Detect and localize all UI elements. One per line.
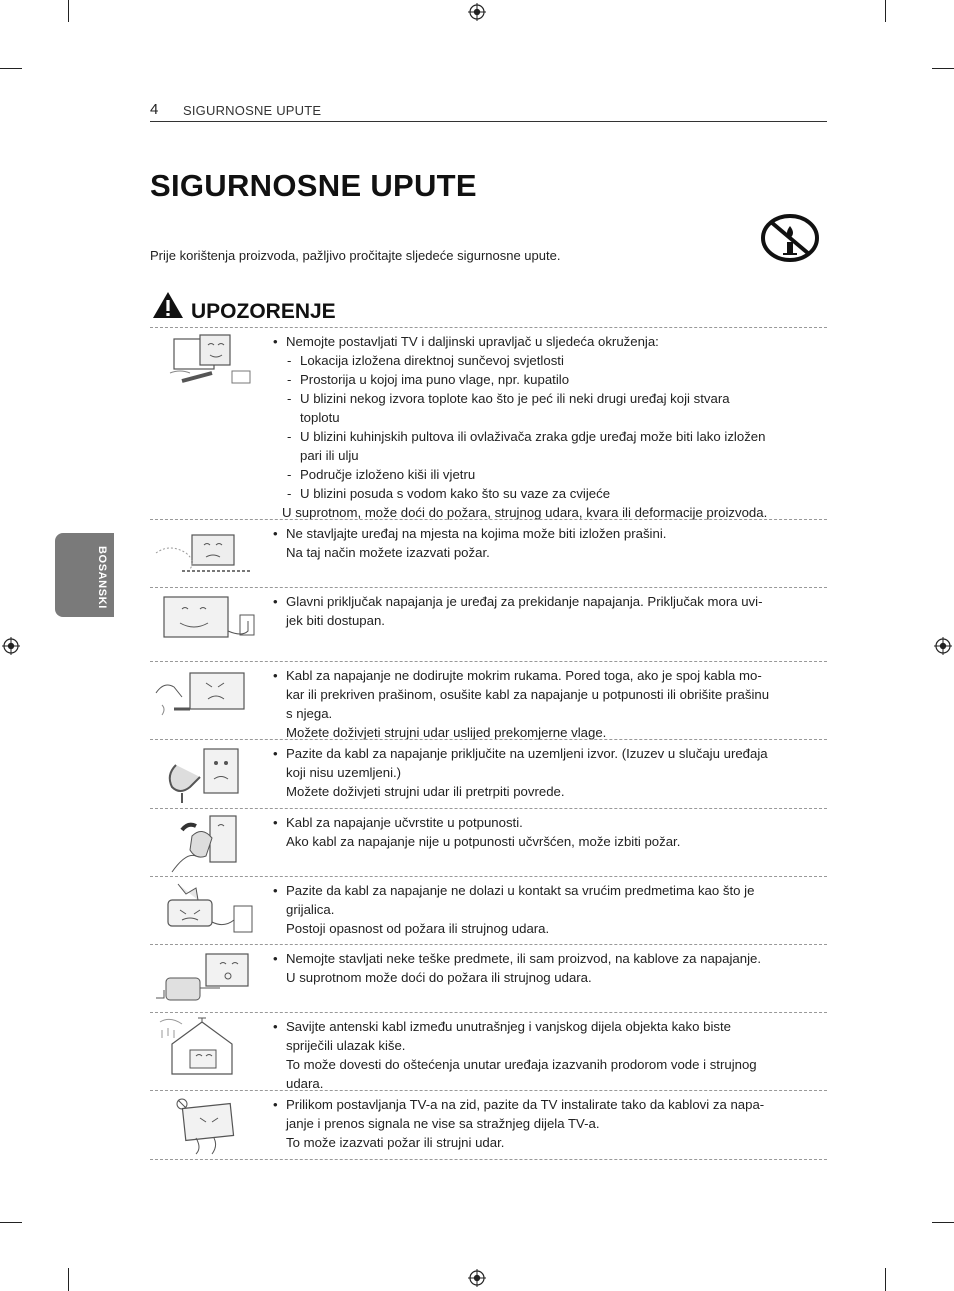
no-open-flame-icon [760, 212, 820, 264]
warning-item-text [272, 592, 823, 630]
crop-mark [68, 1268, 69, 1291]
plug-access-illustration [152, 591, 262, 653]
tv-environment-illustration [152, 331, 262, 393]
page-title: SIGURNOSNE UPUTE [150, 168, 477, 203]
crop-mark [0, 1222, 22, 1223]
dash-line: - Lokacija izložena direktnoj sunčevoj svjetlosti [272, 351, 823, 370]
registration-mark-icon [934, 637, 952, 655]
warning-item-text [272, 1095, 823, 1152]
text-line: s njega. [286, 706, 333, 721]
text-line: janje i prenos signala ne vise sa stražnjeg dijela TV-a. [286, 1116, 600, 1131]
registration-mark-icon [468, 3, 486, 21]
crop-mark [932, 68, 954, 69]
warning-item [150, 808, 827, 877]
warning-item [150, 1090, 827, 1160]
warning-item [150, 519, 827, 588]
text-line: udara. [286, 1076, 324, 1091]
page-number: 4 [150, 101, 159, 118]
warning-item [150, 327, 827, 520]
bullet-line: • Pazite da kabl za napajanje ne dolazi u kontakt sa vrućim predmetima kao što je [272, 881, 823, 900]
registration-mark-icon [468, 1269, 486, 1287]
warning-item [150, 944, 827, 1013]
bullet-line: • Pazite da kabl za napajanje priključite na uzemljeni izvor. (Izuzev u slučaju uređaja [272, 744, 823, 763]
text-line: kar ili prekriven prašinom, osušite kabl za napajanje u potpunosti ili obrišite prašinu [286, 687, 770, 702]
wall-mount-illustration [152, 1094, 262, 1156]
text-line: Postoji opasnost od požara ili strujnog udara. [286, 921, 550, 936]
warning-item-text [272, 524, 823, 562]
grounded-outlet-illustration [152, 743, 262, 805]
crop-mark [0, 68, 22, 69]
warning-item [150, 739, 827, 809]
warning-item [150, 876, 827, 945]
text-line: spriječili ulazak kiše. [286, 1038, 406, 1053]
warning-item [150, 661, 827, 740]
header-rule [150, 121, 827, 122]
language-tab-label: BOSANSKI [96, 545, 108, 609]
running-header: SIGURNOSNE UPUTE [183, 103, 322, 118]
warning-item-text [272, 332, 823, 522]
warning-item [150, 1012, 827, 1091]
warning-item-text [272, 949, 823, 987]
crop-mark [932, 1222, 954, 1223]
note-line: U suprotnom, može doći do požara, strujnog udara, kvara ili deformacije proizvoda. [282, 505, 768, 520]
text-line: Možete doživjeti strujni udar uslijed prekomjerne vlage. [286, 725, 607, 740]
heavy-object-illustration [152, 948, 262, 1010]
dash-line: - Prostorija u kojoj ima puno vlage, npr. kupatilo [272, 370, 823, 389]
dash-continuation: toplotu [300, 410, 340, 425]
plug-insert-illustration [152, 812, 262, 874]
text-line: Možete doživjeti strujni udar ili pretrpiti povrede. [286, 784, 565, 799]
warning-item-text [272, 744, 823, 801]
bullet-line: • Kabl za napajanje ne dodirujte mokrim rukama. Pored toga, ako je spoj kabla mo- [272, 666, 823, 685]
text-line: Na taj način možete izazvati požar. [286, 545, 490, 560]
text-line: koji nisu uzemljeni.) [286, 765, 402, 780]
text-line: To može dovesti do oštećenja unutar uređaja izazvanih prodorom vode i strujnog [286, 1057, 757, 1072]
warning-item-text [272, 1017, 823, 1093]
dash-line: - U blizini posuda s vodom kako što su vaze za cvijeće [272, 484, 823, 503]
crop-mark [885, 0, 886, 22]
warning-item-text [272, 881, 823, 938]
warning-heading: UPOZORENJE [191, 300, 336, 323]
bullet-line: • Glavni priključak napajanja je uređaj za prekidanje napajanja. Priključak mora uvi- [272, 592, 823, 611]
heater-illustration [152, 880, 262, 942]
bullet-line: • Prilikom postavljanja TV-a na zid, pazite da TV instalirate tako da kablovi za napa- [272, 1095, 823, 1114]
dash-line: - U blizini kuhinjskih pultova ili ovlaživača zraka gdje uređaj može biti lako izložen [272, 427, 823, 446]
bullet-line: • Nemojte postavljati TV i daljinski upravljač u sljedeća okruženja: [272, 332, 823, 351]
intro-text: Prije korištenja proizvoda, pažljivo pročitajte sljedeće sigurnosne upute. [150, 248, 561, 263]
warning-item [150, 587, 827, 662]
text-line: U suprotnom može doći do požara ili strujnog udara. [286, 970, 592, 985]
wet-hands-illustration [152, 665, 262, 727]
crop-mark [885, 1268, 886, 1291]
warning-item-text [272, 813, 823, 851]
warning-triangle-icon [151, 290, 185, 320]
bullet-line: • Savijte antenski kabl između unutrašnjeg i vanjskog dijela objekta kako biste [272, 1017, 823, 1036]
dust-illustration [152, 523, 262, 585]
dash-line: - Područje izloženo kiši ili vjetru [272, 465, 823, 484]
text-line: grijalica. [286, 902, 335, 917]
warning-item-text [272, 666, 823, 742]
bullet-line: • Ne stavljajte uređaj na mjesta na kojima može biti izložen prašini. [272, 524, 823, 543]
bullet-line: • Kabl za napajanje učvrstite u potpunosti. [272, 813, 823, 832]
crop-mark [68, 0, 69, 22]
bullet-line: • Nemojte stavljati neke teške predmete, ili sam proizvod, na kablove za napajanje. [272, 949, 823, 968]
dash-continuation: pari ili ulju [300, 448, 359, 463]
text-line: Ako kabl za napajanje nije u potpunosti učvršćen, može izbiti požar. [286, 834, 681, 849]
antenna-cable-illustration [152, 1016, 262, 1078]
text-line: To može izazvati požar ili strujni udar. [286, 1135, 505, 1150]
dash-line: - U blizini nekog izvora toplote kao što je peć ili neki drugi uređaj koji stvara [272, 389, 823, 408]
registration-mark-icon [2, 637, 20, 655]
text-line: jek biti dostupan. [286, 613, 385, 628]
